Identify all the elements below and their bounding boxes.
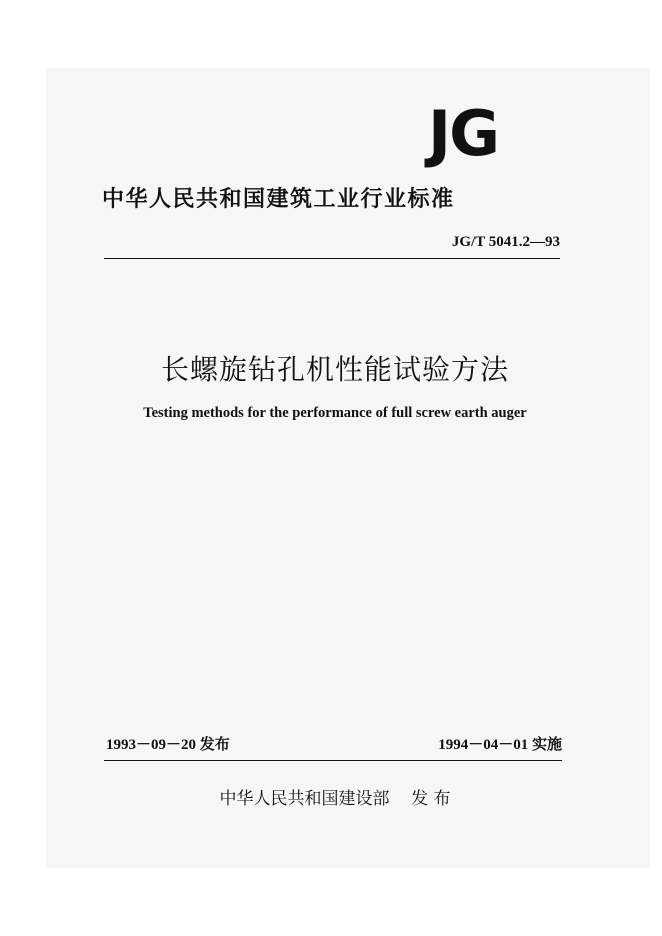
implementation-date: 1994－04－01 实施 <box>438 737 562 753</box>
document-title-english: Testing methods for the performance of full screw earth auger <box>143 405 527 421</box>
issuing-authority: 中华人民共和国建设部 发 布 <box>219 789 451 809</box>
standard-category-heading: 中华人民共和国建筑工业行业标准 <box>102 187 455 212</box>
issue-date: 1993－09－20 发布 <box>106 737 230 753</box>
standard-code: JG/T 5041.2—93 <box>451 234 560 250</box>
footer-divider <box>104 760 562 761</box>
jg-logo: JG <box>428 97 498 170</box>
header-divider <box>104 258 560 259</box>
document-title-chinese: 长螺旋钻孔机性能试验方法 <box>160 353 509 386</box>
